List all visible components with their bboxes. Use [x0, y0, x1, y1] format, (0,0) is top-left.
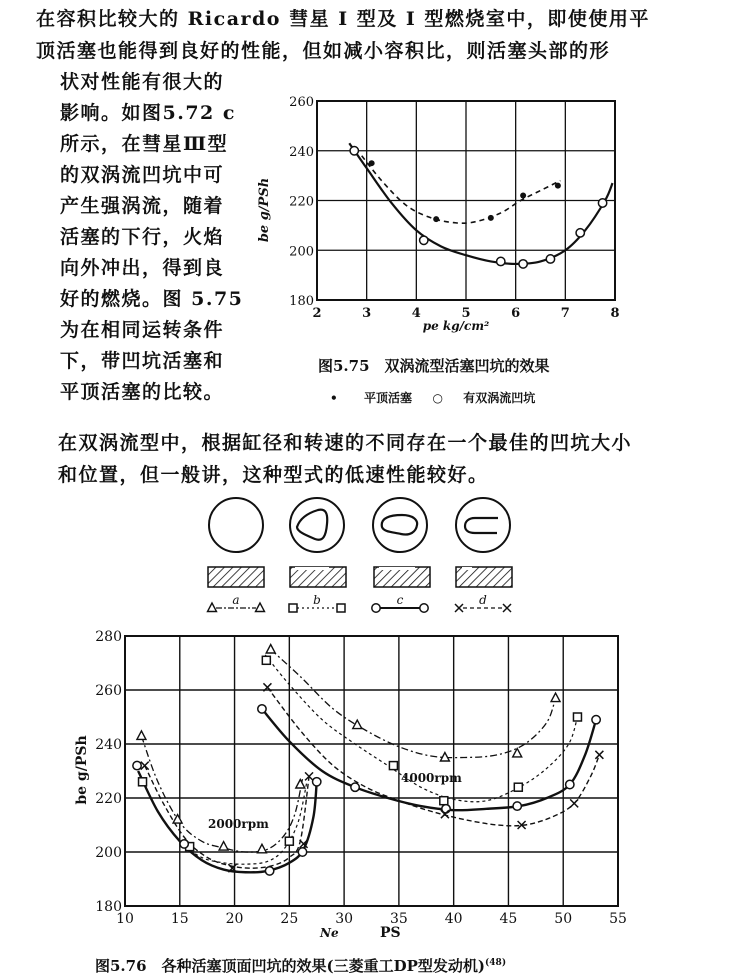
x-tick-label: 8	[610, 306, 620, 321]
figure-5-76-caption-text: 图5.76 各种活塞顶面凹坑的效果(三菱重工DP型发动机)	[95, 957, 486, 975]
data-point-c	[265, 867, 273, 875]
x-tick-label: 3	[362, 306, 372, 321]
data-point-a	[137, 731, 146, 740]
data-point-c	[258, 705, 266, 713]
x-tick-label: 40	[444, 911, 463, 927]
x-tick-label: 7	[560, 306, 570, 321]
x-tick-label: 45	[499, 911, 518, 927]
figure-5-75-ylabel: be g/PSh	[257, 177, 272, 243]
data-point-c	[180, 840, 188, 848]
series-line-a-4000	[271, 650, 556, 758]
legend-dot-icon: •	[330, 391, 338, 405]
paragraph-1-narrow-line-5: 活塞的下行，火焰	[60, 226, 225, 248]
x-tick-label: 15	[170, 911, 189, 927]
data-point-b	[573, 713, 581, 721]
y-tick-label: 220	[289, 194, 314, 210]
y-tick-label: 280	[95, 629, 122, 645]
figure-5-76-caption-ref: (48)	[485, 958, 507, 968]
piston-label-b: b	[313, 593, 321, 607]
y-tick-label: 260	[95, 683, 122, 699]
x-tick-label: 30	[335, 911, 354, 927]
data-point-b	[262, 656, 270, 664]
y-tick-label: 240	[95, 737, 122, 753]
data-point-c	[298, 848, 306, 856]
y-tick-label: 180	[95, 899, 122, 915]
x-tick-label: 20	[225, 911, 244, 927]
figure-5-75-caption: 图5.75 双涡流型活塞凹坑的效果	[318, 357, 550, 375]
figure-5-76-xlabel-ps: PS	[380, 925, 401, 941]
annotation-4000rpm: 4000rpm	[401, 771, 462, 785]
piston-label-c: c	[396, 593, 404, 607]
paragraph-1-narrow-line-1: 影响。如图5.72 c	[60, 102, 236, 124]
paragraph-1-narrow-line-2: 所示，在彗星Ⅲ型	[60, 133, 229, 155]
data-point-b	[389, 762, 397, 770]
x-tick-label: 50	[554, 911, 573, 927]
data-point-c	[133, 761, 141, 769]
x-tick-label: 35	[389, 911, 408, 927]
x-tick-label: 25	[280, 911, 299, 927]
x-tick-label: 5	[461, 306, 471, 321]
data-point-d	[595, 751, 603, 759]
data-point-a	[296, 780, 305, 789]
plot-frame	[125, 636, 618, 906]
paragraph-2-line-1: 在双涡流型中，根据缸径和转速的不同存在一个最佳的凹坑大小	[58, 432, 633, 454]
y-tick-label: 220	[95, 791, 122, 807]
paragraph-1-narrow-line-8: 为在相同运转条件	[60, 319, 225, 341]
data-point-a	[513, 748, 522, 757]
paragraph-1-line-3: 状对性能有很大的	[60, 71, 225, 93]
y-tick-label: 260	[289, 95, 314, 110]
data-point-a	[173, 815, 182, 824]
annotation-2000rpm: 2000rpm	[208, 817, 269, 831]
data-point-c	[313, 778, 321, 786]
paragraph-1-line-1: 在容积比较大的 Ricardo 彗星 I 型及 I 型燃烧室中，即使使用平	[36, 8, 650, 30]
paragraph-1-line-2: 顶活塞也能得到良好的性能，但如减小容积比，则活塞头部的形	[36, 40, 611, 62]
piston-label-a: a	[232, 593, 240, 607]
data-point-d	[570, 799, 578, 807]
data-point-b	[440, 797, 448, 805]
data-point-a	[353, 720, 362, 729]
legend-dot-label: 平顶活塞	[364, 391, 413, 405]
paragraph-1-narrow-line-6: 向外冲出，得到良	[60, 257, 225, 279]
x-tick-label: 55	[609, 911, 627, 927]
data-point-b	[139, 778, 147, 786]
paragraph-1-narrow-line-10: 平顶活塞的比较。	[60, 381, 225, 403]
data-point-a	[266, 645, 275, 654]
x-tick-label: 4	[411, 306, 421, 321]
data-point-c	[566, 780, 574, 788]
y-tick-label: 180	[289, 294, 314, 309]
data-point-b	[285, 837, 293, 845]
data-point-c	[592, 716, 600, 724]
x-tick-label: 2	[312, 306, 322, 321]
paragraph-1-narrow-line-7: 好的燃烧。图 5.75	[60, 288, 244, 310]
y-tick-label: 200	[289, 244, 314, 260]
data-point-c	[351, 783, 359, 791]
data-point-a	[551, 693, 560, 702]
y-tick-label: 240	[289, 144, 314, 160]
figure-5-76-xlabel-ne: Ne	[320, 926, 339, 940]
paragraph-1-narrow-line-4: 产生强涡流，随着	[60, 195, 225, 217]
series-line-a-2000	[141, 736, 302, 852]
data-point-b	[514, 783, 522, 791]
x-tick-label: 10	[116, 911, 134, 927]
paragraph-1-narrow-line-3: 的双涡流凹坑中可	[60, 164, 225, 186]
data-point-c	[513, 802, 521, 810]
data-point-a	[219, 842, 228, 851]
paragraph-1-narrow-line-9: 下，带凹坑活塞和	[60, 350, 225, 372]
y-tick-label: 200	[95, 845, 122, 861]
data-point-a	[257, 844, 266, 853]
paragraph-2-line-2: 和位置，但一般讲，这种型式的低速性能较好。	[58, 464, 489, 486]
figure-5-76-caption	[95, 955, 506, 976]
figure-5-76-ylabel: be g/PSh	[74, 735, 90, 805]
legend-circle-label: 有双涡流凹坑	[463, 391, 536, 405]
x-tick-label: 6	[511, 306, 521, 321]
piston-label-d: d	[479, 593, 487, 607]
legend-circle-icon: ○	[432, 391, 443, 405]
figure-5-75-xlabel: pe kg/cm²	[422, 319, 490, 333]
